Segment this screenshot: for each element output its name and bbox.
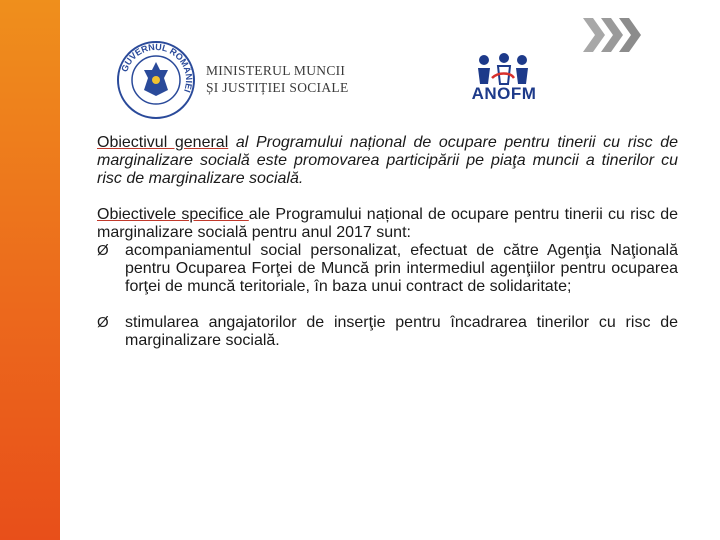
arrow-bullet-icon: Ø [97, 242, 109, 259]
anofm-emblem-icon [452, 52, 554, 86]
government-logo [108, 40, 356, 120]
specific-objectives-text: ale Programului național de ocupare pentru tinerii cu risc de marginalizare socială pentru anul 2017 sunt: [97, 206, 678, 241]
svg-text:GUVERNUL ROMÂNIEI: GUVERNUL ROMÂNIEI [119, 41, 195, 94]
content-body [97, 134, 678, 350]
accent-sidebar [0, 0, 60, 540]
specific-objectives-label: Obiectivele specifice [97, 206, 249, 223]
ministry-name [206, 62, 349, 96]
list-item-text: stimularea angajatorilor de inserţie pentru încadrarea tinerilor cu risc de marginalizare socială. [125, 314, 678, 349]
anofm-wordmark: ANOFM [471, 84, 537, 103]
list-item [97, 314, 678, 350]
forward-chevrons-icon [583, 18, 641, 52]
ministry-line-2: ȘI JUSTIȚIEI SOCIALE [206, 80, 349, 95]
general-objective-label: Obiectivul general [97, 134, 229, 151]
general-objective-text: al Programului național de ocupare pentru tinerii cu risc de marginalizare socială este promovarea participării pe piaţa muncii a tinerilor cu risc de marginalizare socială. [97, 134, 678, 187]
anofm-logo [452, 52, 554, 108]
ministry-line-1: MINISTERUL MUNCII [206, 63, 346, 78]
arrow-bullet-icon: Ø [97, 314, 109, 331]
specific-objectives-intro [97, 206, 678, 242]
government-seal-icon [114, 40, 198, 120]
list-item-text: acompaniamentul social personalizat, efectuat de către Agenţia Naţională pentru Ocuparea Forţei de Muncă prin intermediul agenţiilor pentru ocuparea forţei de muncă teritoriale, în baza unui contract de solidaritate; [125, 242, 678, 295]
list-item [97, 242, 678, 296]
general-objective-paragraph [97, 134, 678, 188]
